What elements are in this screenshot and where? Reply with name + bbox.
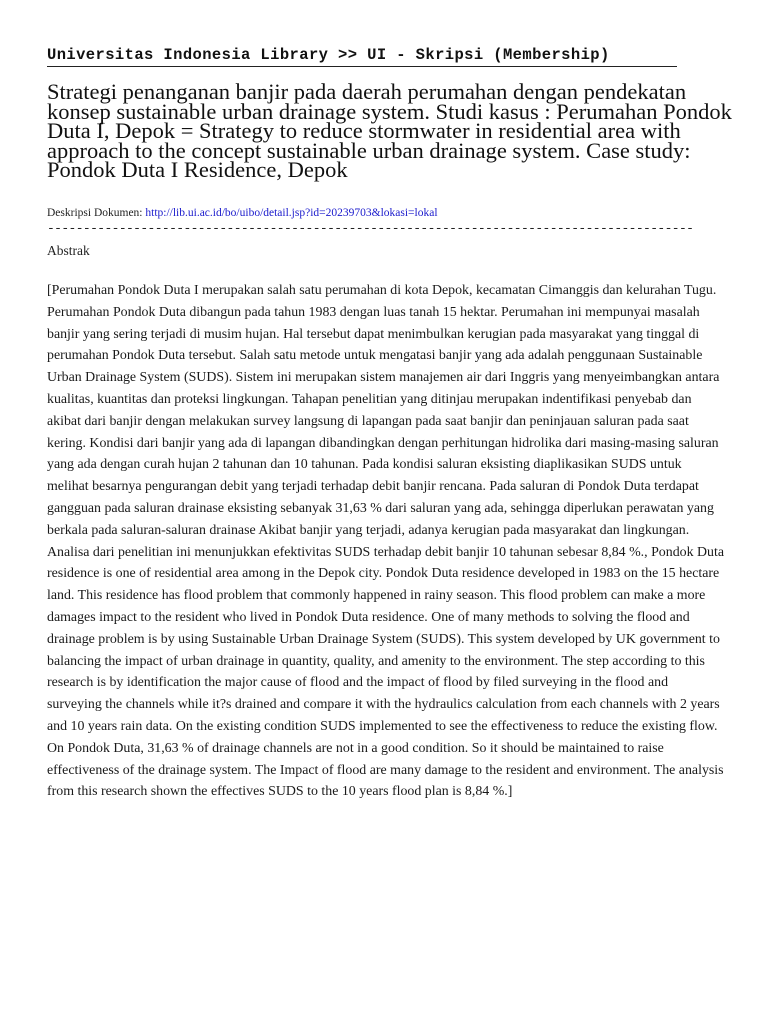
abstract-text: [Perumahan Pondok Duta I merupakan salah satu perumahan di kota Depok, kecamatan Cimanggis dan kelurahan Tugu. Perumahan Pondok Duta dibangun pada tahun 1983 dengan luas tanah 15 hektar. Perumahan ini mempunyai masalah banjir yang sering terjadi di musim hujan. Hal tersebut dapat menimbulkan kerugian pada masyarakat yang tinggal di perumahan Pondok Duta tersebut. Salah satu metode untuk mengatasi banjir yang ada adalah penggunaan Sustainable Urban Drainage System (SUDS). Sistem ini merupakan sistem manajemen air dari Inggris yang menyeimbangkan antara kualitas, kuantitas dan proteksi lingkungan. Tahapan penelitian yang ditinjau merupakan indentifikasi penyebab dan akibat dari banjir dengan melakukan survey langsung di lapangan pada saat banjir dan peninjauan saluran pada saat kering. Kondisi dari banjir yang ada di lapangan dibandingkan dengan perhitungan hidrolika dari masing-masing saluran yang ada dengan curah hujan 2 tahunan dan 10 tahunan. Pada kondisi saluran eksisting diaplikasikan SUDS untuk melihat besarnya pengurangan debit yang terjadi terhadap debit banjir rencana. Pada saluran di Pondok Duta terdapat gangguan pada saluran drainase eksisting sebanyak 31,63 % dari saluran yang ada, sehingga diperlukan perawatan yang berkala pada saluran-saluran drainase Akibat banjir yang terjadi, adanya kerugian pada masyarakat dan lingkungan. Analisa dari penelitian ini menunjukkan efektivitas SUDS terhadap debit banjir 10 tahunan sebesar 8,84 %., Pondok Duta residence is one of residential area among in the Depok city. Pondok Duta residence developed in 1983 on the 15 hectare land. This residence has flood problem that commonly happened in rainy season. This flood problem can make a more damages impact to the resident who lived in Pondok Duta residence. One of many methods to solving the flood and drainage problem is by using Sustainable Urban Drainage System (SUDS). This system developed by UK government to balancing the impact of urban drainage in quantity, quality, and amenity to the environment. The step according to this research is by identification the major cause of flood and the impact of flood by filed surveying in the flood and surveying the channels while it?s drained and compare it with the hydraulics calculation from each channels with 2 years and 10 years rain data. On the existing condition SUDS implemented to see the effectiveness to reduce the existing flow. On Pondok Duta, 31,63 % of drainage channels are not in a good condition. So it should be maintained to raise effectiveness of the drainage system. The Impact of flood are many damage to the resident and environment. The analysis from this research shown the effectives SUDS to the 10 years flood plan is 8,84 %.] [47, 283, 725, 800]
description-label: Deskripsi Dokumen: [47, 207, 146, 219]
breadcrumb-separator: >> [338, 46, 358, 64]
breadcrumb-spacer [328, 46, 338, 64]
collection-name[interactable]: UI - Skripsi (Membership) [367, 46, 610, 64]
document-description [47, 207, 438, 219]
abstract-heading: Abstrak [47, 243, 90, 258]
separator-line: ------------------------------------------------------------------------------------------ [47, 221, 694, 236]
description-link[interactable]: http://lib.ui.ac.id/bo/uibo/detail.jsp?id=20239703&lokasi=lokal [145, 207, 438, 219]
breadcrumb [47, 46, 677, 67]
breadcrumb-spacer [357, 46, 367, 64]
document-title: Strategi penanganan banjir pada daerah perumahan dengan pendekatan konsep sustainable urban drainage system. Studi kasus : Perumahan Pondok Duta I, Depok = Strategy to reduce stormwater in residential area with approach to the concept sustainable urban drainage system. Case study: Pondok Duta I Residence, Depok [47, 79, 732, 182]
library-name[interactable]: Universitas Indonesia Library [47, 46, 329, 64]
